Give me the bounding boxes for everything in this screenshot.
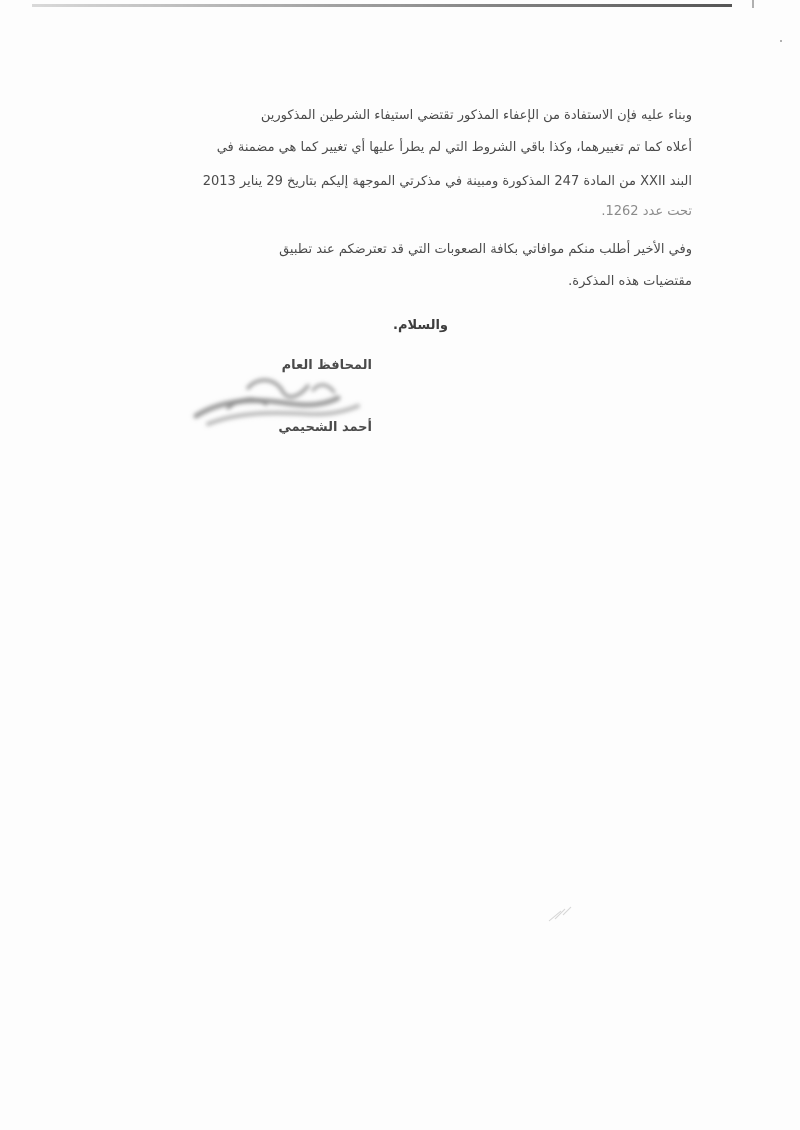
paragraph-1-line-3: البند XXII من المادة 247 المذكورة ومبينة في مذكرتي الموجهة إليكم بتاريخ 29 يناير 2013 (202, 174, 692, 189)
paragraph-2-line-2: مقتضيات هذه المذكرة. (568, 274, 692, 289)
signatory-name: أحمد الشحيمي (278, 420, 372, 435)
paragraph-2-line-1: وفي الأخير أطلب منكم موافاتي بكافة الصعوبات التي قد تعترضكم عند تطبيق (279, 242, 692, 257)
top-border-line (32, 4, 732, 7)
signatory-title: المحافظ العام (281, 358, 372, 373)
paragraph-1-line-2: أعلاه كما تم تغييرهما، وكذا باقي الشروط التي لم يطرأ عليها أي تغيير كما هي مضمنة في (216, 140, 692, 155)
closing-salutation: والسلام. (393, 318, 448, 333)
top-border-tick (752, 0, 754, 8)
paragraph-1-line-4: تحت عدد 1262. (601, 204, 692, 219)
paragraph-1-line-1: وبناء عليه فإن الاستفادة من الإعفاء المذكور تقتضي استيفاء الشرطين المذكورين (260, 108, 692, 123)
scan-speck (780, 40, 782, 42)
scan-artifact-icon (545, 895, 585, 925)
